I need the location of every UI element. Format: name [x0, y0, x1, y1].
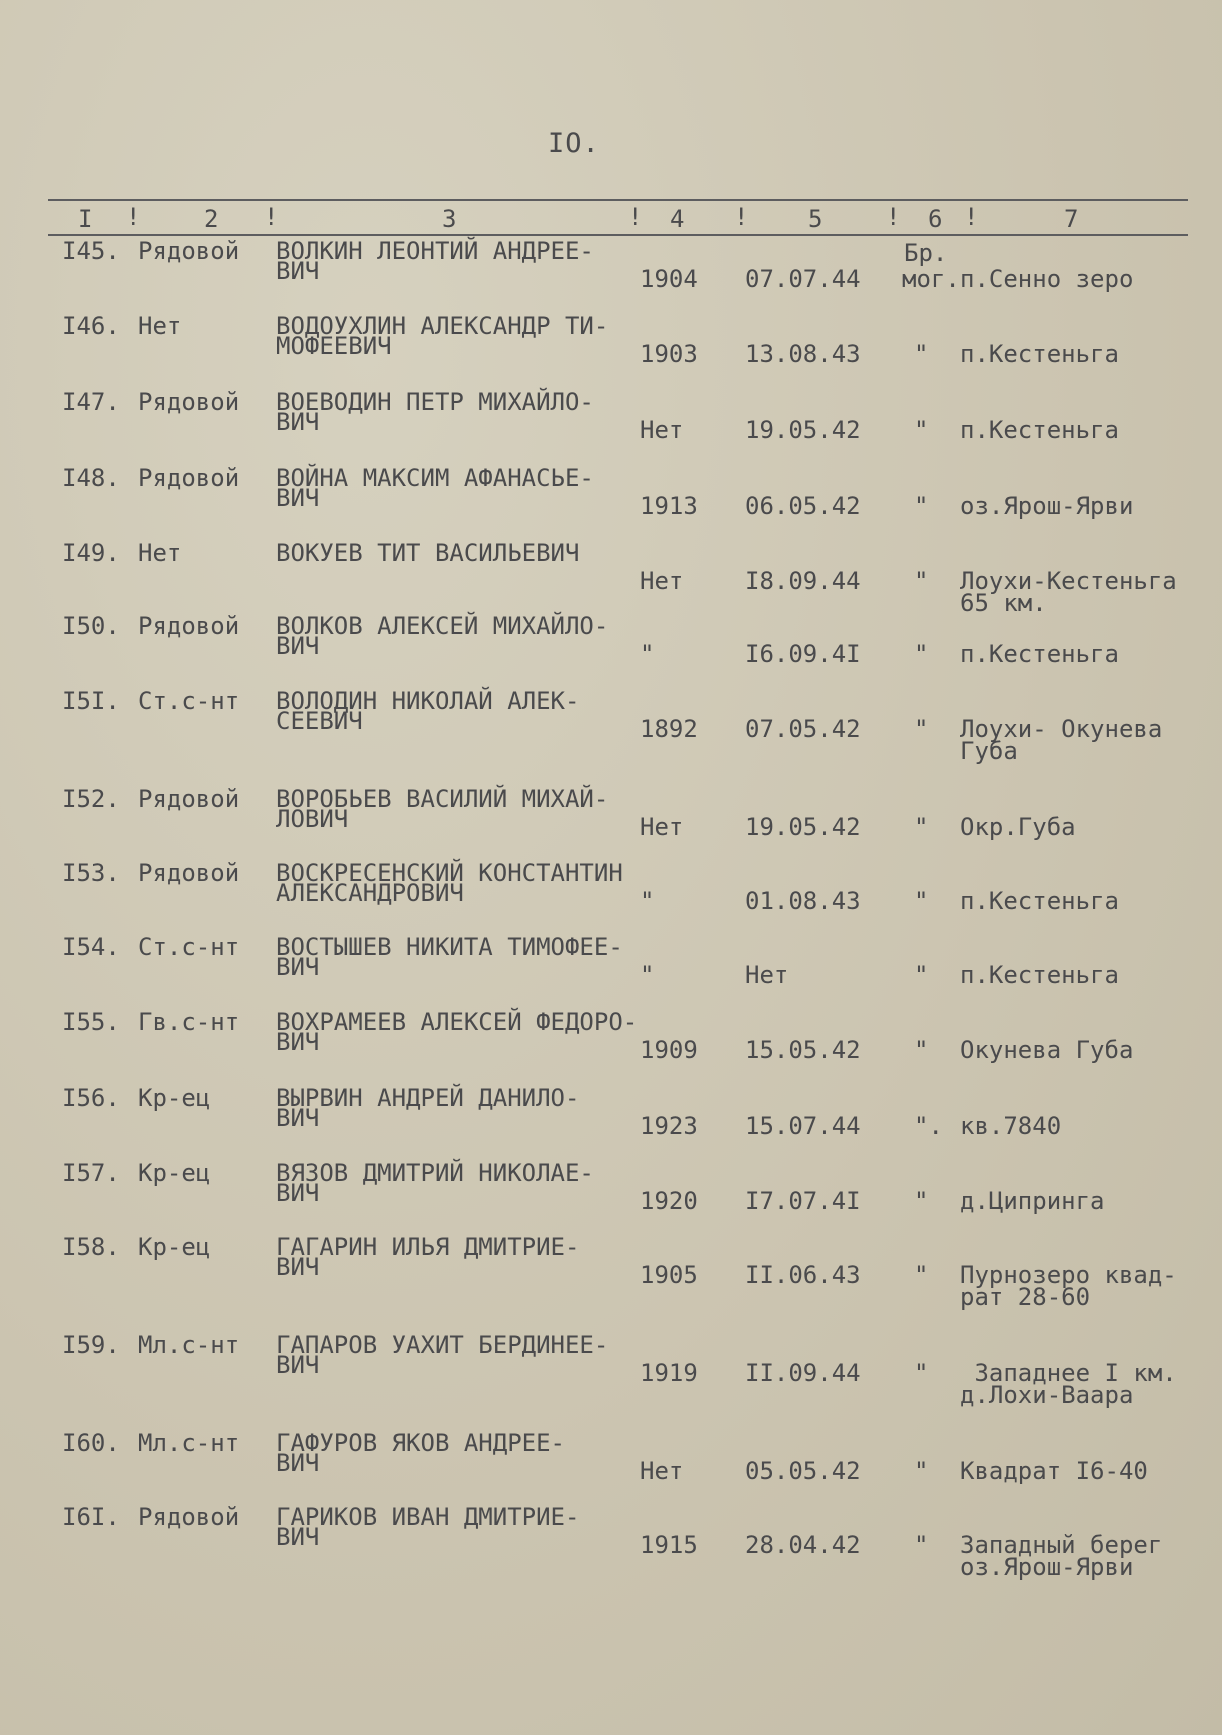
row-number: I58. — [62, 1233, 120, 1261]
row-death-date: 06.05.42 — [745, 492, 861, 520]
row-name-line-2: ВИЧ — [276, 1523, 320, 1551]
row-name-line-1: ГАРИКОВ ИВАН ДМИТРИЕ- — [276, 1503, 580, 1531]
row-name-line-2: ВИЧ — [276, 1449, 320, 1477]
row-name-line-1: ГАПАРОВ УАХИТ БЕРДИНЕЕ- — [276, 1331, 609, 1359]
header-col-3: 3 — [442, 205, 457, 233]
row-name-line-2: МОФЕЕВИЧ — [276, 332, 392, 360]
row-place-line-2: 65 км. — [960, 589, 1047, 617]
row-birth-year: 1919 — [640, 1359, 698, 1387]
row-place-line-1: оз.Ярош-Ярви — [960, 492, 1134, 520]
table-row — [0, 934, 1222, 1008]
row-rank: Гв.с-нт — [138, 1008, 240, 1036]
table-row — [0, 786, 1222, 860]
table-row — [0, 1430, 1222, 1504]
row-number: I53. — [62, 859, 120, 887]
row-number: I55. — [62, 1008, 120, 1036]
row-birth-year: 1903 — [640, 340, 698, 368]
row-birth-year: Нет — [640, 1457, 684, 1485]
row-place-line-1: Лоухи- Окунева — [960, 715, 1163, 743]
row-number: I59. — [62, 1331, 120, 1359]
row-number: I60. — [62, 1429, 120, 1457]
row-burial-type: " — [914, 416, 929, 444]
row-name-line-2: ВИЧ — [276, 257, 320, 285]
header-top-rule — [48, 199, 1188, 201]
row-number: I50. — [62, 612, 120, 640]
row-name-line-2: АЛЕКСАНДРОВИЧ — [276, 879, 464, 907]
header-separator: ! — [964, 203, 979, 231]
row-burial-type: " — [914, 1036, 929, 1064]
row-burial-type: " — [914, 492, 929, 520]
row-burial-type: " — [914, 640, 929, 668]
row-place-line-1: Западнее I км. — [960, 1359, 1177, 1387]
table-row — [0, 313, 1222, 387]
row-name-line-1: ГАГАРИН ИЛЬЯ ДМИТРИЕ- — [276, 1233, 580, 1261]
table-row — [0, 1160, 1222, 1234]
row-burial-type: ". — [914, 1112, 943, 1140]
header-separator: ! — [886, 203, 901, 231]
row-place-line-1: кв.7840 — [960, 1112, 1062, 1140]
row-name-line-2: ВИЧ — [276, 1028, 320, 1056]
row-birth-year: 1909 — [640, 1036, 698, 1064]
header-col-7: 7 — [1064, 205, 1079, 233]
row-name-line-2: ВИЧ — [276, 953, 320, 981]
table-row — [0, 465, 1222, 539]
row-name-line-1: ВОЙНА МАКСИМ АФАНАСЬЕ- — [276, 464, 594, 492]
row-burial-type: " — [914, 1261, 929, 1289]
row-rank: Рядовой — [138, 859, 240, 887]
row-place-line-1: п.Кестеньга — [960, 340, 1119, 368]
row-name-line-1: ВЯЗОВ ДМИТРИЙ НИКОЛАЕ- — [276, 1159, 594, 1187]
row-number: I47. — [62, 388, 120, 416]
row-name-line-1: ВОЕВОДИН ПЕТР МИХАЙЛО- — [276, 388, 594, 416]
table-row — [0, 1085, 1222, 1159]
row-death-date: I6.09.4I — [745, 640, 861, 668]
row-rank: Рядовой — [138, 612, 240, 640]
row-burial-type: " — [914, 1187, 929, 1215]
row-rank: Мл.с-нт — [138, 1331, 240, 1359]
row-place-line-1: п.Кестеньга — [960, 416, 1119, 444]
row-name-line-1: ВОКУЕВ ТИТ ВАСИЛЬЕВИЧ — [276, 539, 580, 567]
row-name-line-1: ВОЛОДИН НИКОЛАЙ АЛЕК- — [276, 687, 580, 715]
table-row — [0, 1009, 1222, 1083]
row-death-date: Нет — [745, 961, 789, 989]
row-name-line-1: ВОЛКОВ АЛЕКСЕЙ МИХАЙЛО- — [276, 612, 609, 640]
row-burial-type: " — [914, 887, 929, 915]
table-row — [0, 1503, 1222, 1581]
row-burial-type: " — [914, 961, 929, 989]
row-rank: Рядовой — [138, 785, 240, 813]
row-place-line-1: Пурнозеро квад- — [960, 1261, 1177, 1289]
row-death-date: 07.07.44 — [745, 265, 861, 293]
row-rank: Ст.с-нт — [138, 933, 240, 961]
row-birth-year: Нет — [640, 813, 684, 841]
row-name-line-1: ВОЛКИН ЛЕОНТИЙ АНДРЕЕ- — [276, 237, 594, 265]
table-row — [0, 389, 1222, 463]
header-col-1: I — [78, 205, 93, 233]
row-name-line-1: ВЫРВИН АНДРЕЙ ДАНИЛО- — [276, 1084, 580, 1112]
row-number: I48. — [62, 464, 120, 492]
row-death-date: I7.07.4I — [745, 1187, 861, 1215]
row-place-line-1: Квадрат I6-40 — [960, 1457, 1148, 1485]
table-row — [0, 1331, 1222, 1409]
row-number: I6I. — [62, 1503, 120, 1531]
table-row — [0, 539, 1222, 617]
row-place-line-1: Лоухи-Кестеньга — [960, 567, 1177, 595]
header-separator: ! — [264, 203, 279, 231]
row-rank: Кр-ец — [138, 1159, 211, 1187]
row-place-line-1: Западный берег — [960, 1531, 1163, 1559]
header-separator: ! — [734, 203, 749, 231]
header-col-2: 2 — [204, 205, 219, 233]
row-birth-year: 1905 — [640, 1261, 698, 1289]
row-burial-line-1: Бр. — [904, 239, 948, 267]
row-birth-year: 1920 — [640, 1187, 698, 1215]
row-rank: Кр-ец — [138, 1084, 211, 1112]
row-rank: Нет — [138, 539, 182, 567]
row-death-date: 15.07.44 — [745, 1112, 861, 1140]
row-rank: Мл.с-нт — [138, 1429, 240, 1457]
row-death-date: II.09.44 — [745, 1359, 861, 1387]
row-name-line-2: ВИЧ — [276, 484, 320, 512]
row-place-line-1: п.Сенно зеро — [960, 265, 1134, 293]
row-burial-type: " — [914, 813, 929, 841]
row-burial-type: " — [914, 567, 929, 595]
row-burial-type: " — [914, 715, 929, 743]
header-separator: ! — [628, 203, 643, 231]
row-birth-year: 1904 — [640, 265, 698, 293]
row-name-line-2: ВИЧ — [276, 632, 320, 660]
table-row — [0, 687, 1222, 765]
row-birth-year: " — [640, 887, 655, 915]
row-place-line-1: Окр.Губа — [960, 813, 1076, 841]
row-death-date: 19.05.42 — [745, 416, 861, 444]
row-death-date: I8.09.44 — [745, 567, 861, 595]
row-burial-type: " — [914, 1457, 929, 1485]
table-row — [0, 238, 1222, 312]
row-number: I45. — [62, 237, 120, 265]
row-name-line-2: ВИЧ — [276, 1104, 320, 1132]
header-col-6: 6 — [928, 205, 943, 233]
row-burial-type: " — [914, 1359, 929, 1387]
row-name-line-2: ВИЧ — [276, 1179, 320, 1207]
row-burial-type: " — [914, 340, 929, 368]
row-place-line-1: п.Кестеньга — [960, 961, 1119, 989]
row-birth-year: " — [640, 640, 655, 668]
row-place-line-1: Окунева Губа — [960, 1036, 1134, 1064]
row-name-line-2: СЕЕВИЧ — [276, 707, 363, 735]
row-death-date: 13.08.43 — [745, 340, 861, 368]
row-birth-year: " — [640, 961, 655, 989]
row-burial-type: " — [914, 1531, 929, 1559]
table-row — [0, 1233, 1222, 1311]
row-place-line-2: рат 28-60 — [960, 1283, 1091, 1311]
row-number: I5I. — [62, 687, 120, 715]
header-separator: ! — [126, 203, 141, 231]
row-death-date: 05.05.42 — [745, 1457, 861, 1485]
row-number: I54. — [62, 933, 120, 961]
row-birth-year: 1892 — [640, 715, 698, 743]
row-name-line-2: ВИЧ — [276, 1253, 320, 1281]
row-place-line-2: Губа — [960, 737, 1018, 765]
header-col-5: 5 — [808, 205, 823, 233]
row-birth-year: Нет — [640, 567, 684, 595]
row-name-line-2: ВИЧ — [276, 1351, 320, 1379]
table-row — [0, 860, 1222, 934]
row-place-line-1: п.Кестеньга — [960, 640, 1119, 668]
row-birth-year: 1915 — [640, 1531, 698, 1559]
row-name-line-1: ВОРОБЬЕВ ВАСИЛИЙ МИХАЙ- — [276, 785, 609, 813]
row-place-line-2: оз.Ярош-Ярви — [960, 1553, 1134, 1581]
page-number: IO. — [548, 128, 600, 159]
row-rank: Ст.с-нт — [138, 687, 240, 715]
row-birth-year: 1923 — [640, 1112, 698, 1140]
row-number: I49. — [62, 539, 120, 567]
row-name-line-1: ВОСКРЕСЕНСКИЙ КОНСТАНТИН — [276, 859, 623, 887]
row-name-line-1: ВОДОУХЛИН АЛЕКСАНДР ТИ- — [276, 312, 609, 340]
header-col-4: 4 — [670, 205, 685, 233]
row-rank: Рядовой — [138, 237, 240, 265]
row-place-line-1: д.Ципринга — [960, 1187, 1105, 1215]
row-place-line-2: д.Лохи-Ваара — [960, 1381, 1134, 1409]
row-name-line-2: ВИЧ — [276, 408, 320, 436]
row-number: I46. — [62, 312, 120, 340]
row-rank: Рядовой — [138, 1503, 240, 1531]
row-death-date: 19.05.42 — [745, 813, 861, 841]
row-death-date: II.06.43 — [745, 1261, 861, 1289]
row-death-date: 07.05.42 — [745, 715, 861, 743]
row-name-line-1: ВОСТЫШЕВ НИКИТА ТИМОФЕЕ- — [276, 933, 623, 961]
row-death-date: 01.08.43 — [745, 887, 861, 915]
row-burial-type: мог. — [902, 265, 960, 293]
row-death-date: 15.05.42 — [745, 1036, 861, 1064]
row-name-line-1: ГАФУРОВ ЯКОВ АНДРЕЕ- — [276, 1429, 565, 1457]
row-number: I52. — [62, 785, 120, 813]
row-rank: Рядовой — [138, 388, 240, 416]
row-name-line-1: ВОХРАМЕЕВ АЛЕКСЕЙ ФЕДОРО- — [276, 1008, 638, 1036]
row-rank: Рядовой — [138, 464, 240, 492]
row-rank: Нет — [138, 312, 182, 340]
row-death-date: 28.04.42 — [745, 1531, 861, 1559]
row-place-line-1: п.Кестеньга — [960, 887, 1119, 915]
header-bottom-rule — [48, 234, 1188, 236]
row-name-line-2: ЛОВИЧ — [276, 805, 349, 833]
row-birth-year: Нет — [640, 416, 684, 444]
row-number: I57. — [62, 1159, 120, 1187]
row-rank: Кр-ец — [138, 1233, 211, 1261]
table-row — [0, 613, 1222, 687]
row-birth-year: 1913 — [640, 492, 698, 520]
row-number: I56. — [62, 1084, 120, 1112]
